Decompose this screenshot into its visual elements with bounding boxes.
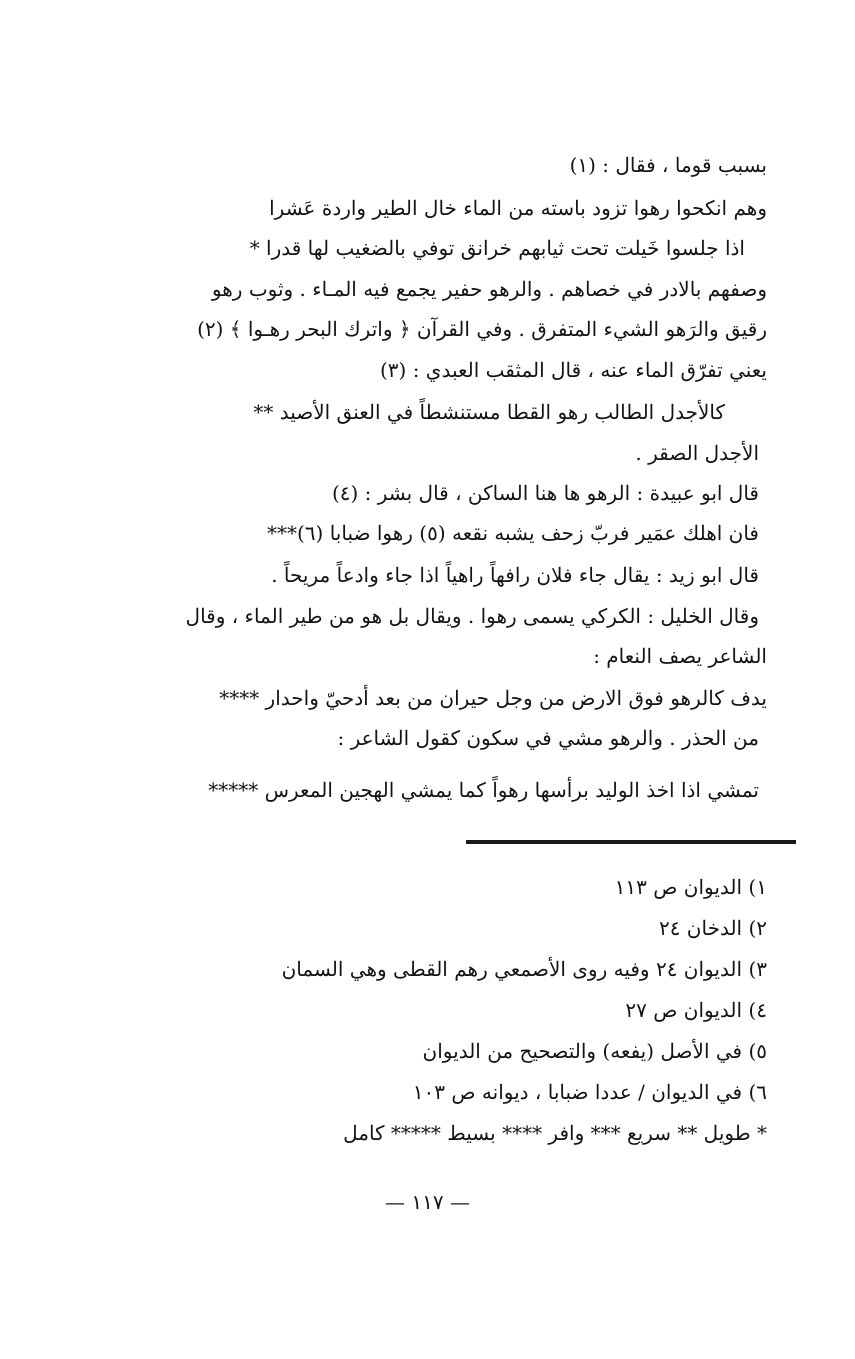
verse-line-4: فان اهلك عمَير فربّ زحف يشبه نقعه (٥) رهوا ضبابا (٦)*** xyxy=(266,521,759,545)
verse-line-1: وهم انكحوا رهوا تزود باسته من الماء خال الطير واردة عَشرا xyxy=(269,196,767,220)
text-line-6: قال ابو عبيدة : الرهو ها هنا الساكن ، قال بشر : (٤) xyxy=(331,481,759,505)
text-line-4: يعني تفرّق الماء عنه ، قال المثقب العبدي : (٣) xyxy=(379,358,767,382)
text-line-8: وقال الخليل : الكركي يسمى رهوا . ويقال بل هو من طير الماء ، وقال xyxy=(185,604,759,628)
text-line-10: من الحذر . والرهو مشي في سكون كقول الشاعر : xyxy=(337,726,759,750)
text-line-5: الأجدل الصقر . xyxy=(635,441,759,465)
verse-line-6: تمشي اذا اخذ الوليد برأسها رهواً كما يمشي الهجين المعرس ***** xyxy=(208,778,759,802)
text-line-9: الشاعر يصف النعام : xyxy=(593,644,767,668)
text-line-1: بسبب قوما ، فقال : (١) xyxy=(569,153,767,177)
verse-line-5: يدف كالرهو فوق الارض من وجل حيران من بعد أدحيّ واحدار **** xyxy=(219,686,767,710)
footnote-4: ٤) الديوان ص ٢٧ xyxy=(625,998,767,1022)
verse-line-2: اذا جلسوا خَيلت تحت ثيابهم خرانق توفي بالضغيب لها قدرا * xyxy=(249,236,745,260)
footnote-3: ٣) الديوان ٢٤ وفيه روى الأصمعي رهم القطى وهي السمان xyxy=(281,957,767,981)
verse-line-3: كالأجدل الطالب رهو القطا مستنشطاً في العنق الأصيد ** xyxy=(253,400,725,424)
footnote-6: ٦) في الديوان / عددا ضبابا ، ديوانه ص ١٠٣ xyxy=(412,1080,767,1104)
text-line-3: رقيق والرَهو الشيء المتفرق . وفي القرآن ﴿ واترك البحر رهـوا ﴾ (٢) xyxy=(197,317,767,341)
page-number: — ١١٧ — xyxy=(385,1190,470,1214)
text-line-7: قال ابو زيد : يقال جاء فلان رافهاً راهياً اذا جاء وادعاً مريحاً . xyxy=(271,563,759,587)
meter-legend: * طويل ** سريع *** وافر **** بسيط ***** كامل xyxy=(343,1121,767,1145)
text-line-2: وصفهم بالادر في خصاهم . والرهو حفير يجمع فيه المـاء . وثوب رهو xyxy=(211,277,767,301)
footnote-2: ٢) الدخان ٢٤ xyxy=(658,916,767,940)
footnote-5: ٥) في الأصل (يفعه) والتصحيح من الديوان xyxy=(422,1039,767,1063)
footnote-separator xyxy=(466,840,796,844)
footnote-1: ١) الديوان ص ١١٣ xyxy=(614,875,767,899)
